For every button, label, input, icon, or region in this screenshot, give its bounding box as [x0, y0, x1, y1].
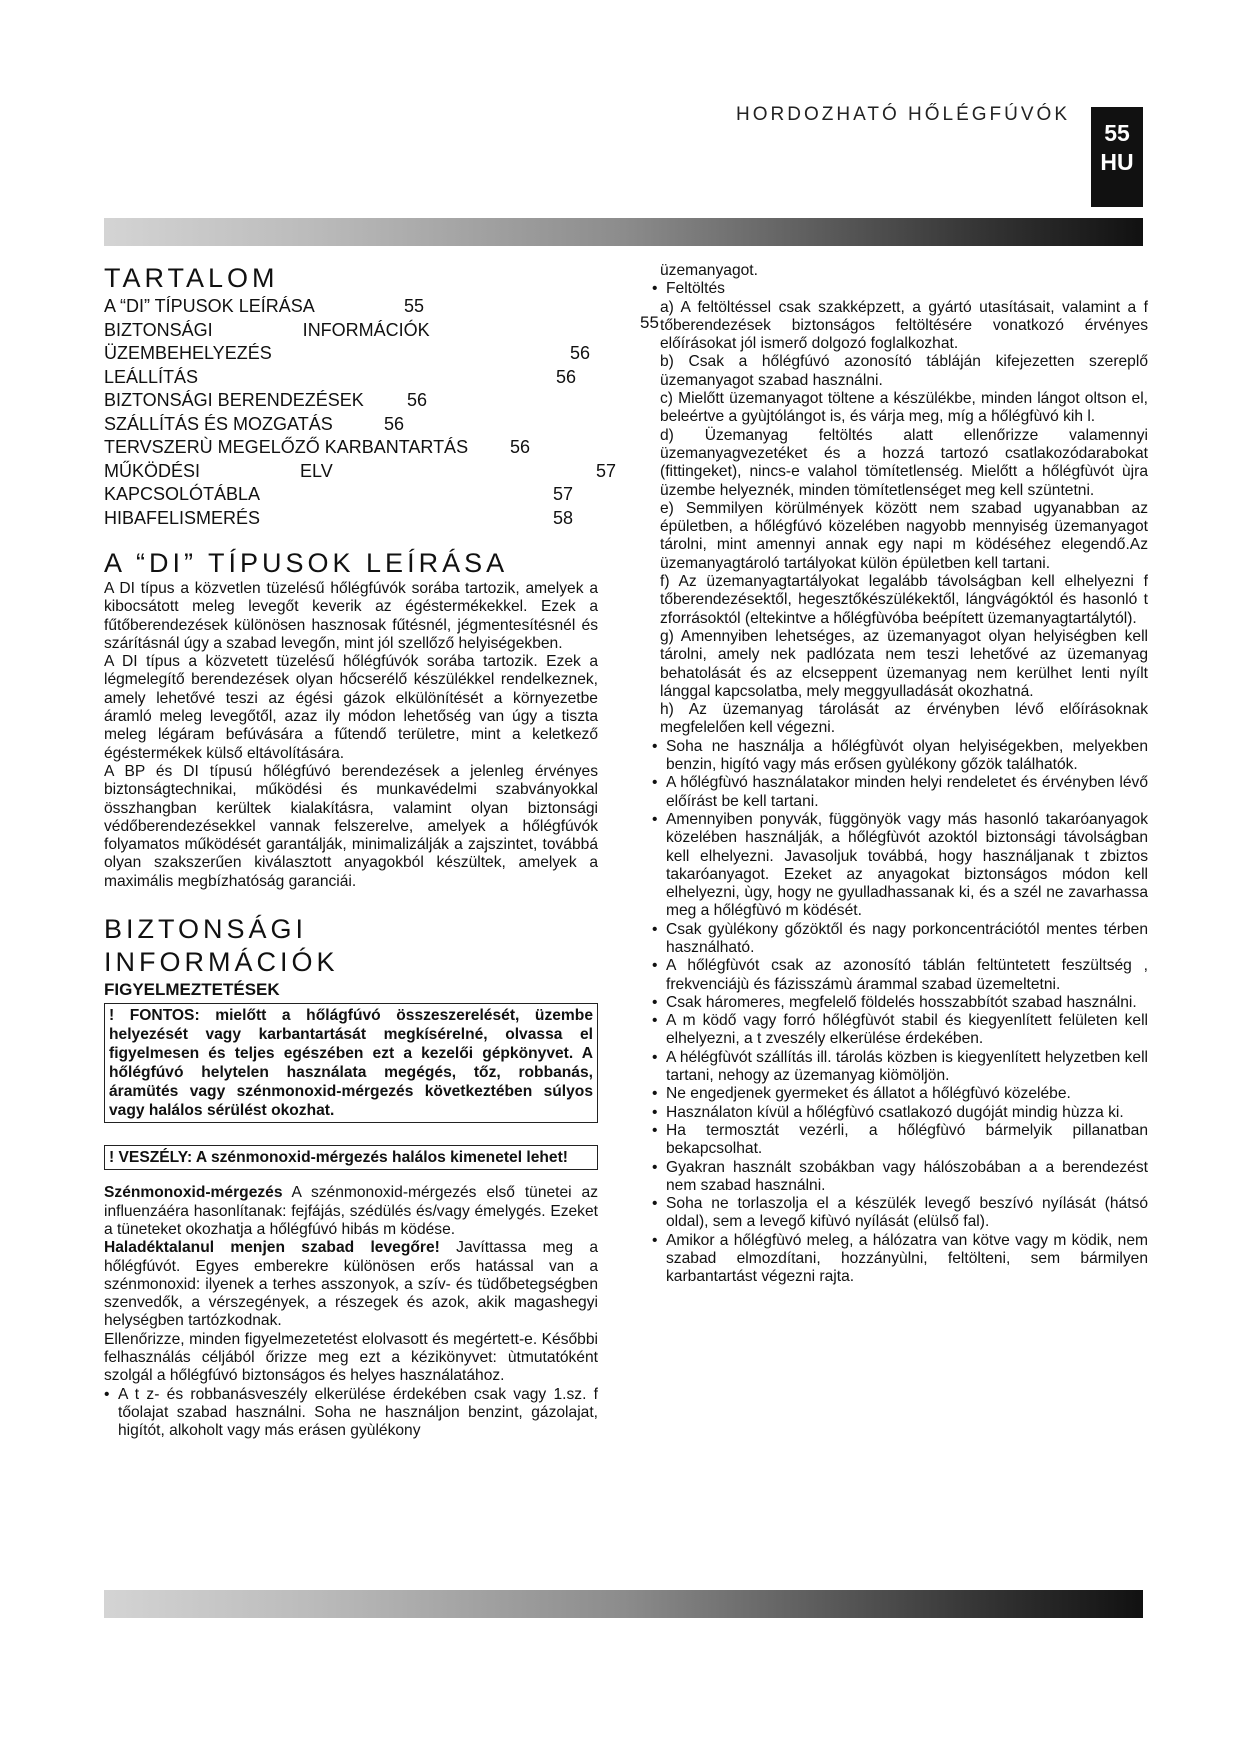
toc-item[interactable]: HIBAFELISMERÉS 58 [104, 507, 574, 528]
toc-title: TARTALOM [104, 263, 279, 293]
di-paragraph: A DI típus a közvetlen tüzelésű hőlégfúvók sorába tartozik, amelyek a kibocsátott meleg levegőt keverik az égéstermékekkel. Ezek a fűtőberendezések különösen hasznosak fűtésnél, jégmentesítésnél és szárításnál úgy a szabad levegőn, mint jól szellőző helyiségekben. [104, 580, 598, 652]
di-paragraph: A DI típus a közvetett tüzelésű hőlégfúvók sorába tartozik. Ezek a légmelegítő berendezések olyan hőcserélő készülékkel rendelkeznek, amely lehetővé teszi az égési gázok elkülönítését a környezetbe áramló meleg levegőtől, azaz ily módon lehetőség van úgy a tiszta meleg légáram befúvására a fűtendő területre, mint a keletkező égéstermékek külső eltávolítására. [104, 653, 598, 762]
toc-item[interactable]: MŰKÖDÉSI ELV 57 [104, 460, 617, 481]
toc-item[interactable]: BIZTONSÁGI INFORMÁCIÓK [104, 319, 430, 340]
safety-bullet-list [652, 738, 1148, 1287]
margin-page-number: 55 [640, 313, 659, 332]
header-title: HORDOZHATÓ HŐLÉGFÚVÓK [736, 104, 1070, 125]
refuel-paragraph: h) Az üzemanyag tárolását az érvényben lévő előírásoknak megfelelően kell végezni. [660, 701, 1148, 737]
list-item: • Amennyiben ponyvák, függönyök vagy más hasonló takaróanyagok közelében használják, a hőlégfùvót azoktól biztonsági távolságban kell elhelyezni. Javasoljuk továbbá, hogy használjanak t zbiztos takaróanyagot. Ezeket az anyagokat biztonságos módon kell elhelyezni, ùgy, hogy ne gyulladhassanak ki, és a szél ne zavarhassa meg a hőlégfùvó m ködését. [652, 811, 1148, 921]
list-item: • Amikor a hőlégfùvó meleg, a hálózatra van kötve vagy m ködik, nem szabad elmozdítani, hozzányùlni, feltölteni, sem bármilyen karbantartást végezni rajta. [652, 1232, 1148, 1287]
page-number: 55 [1104, 120, 1130, 146]
toc-item[interactable]: KAPCSOLÓTÁBLA 57 [104, 484, 574, 504]
list-item: • Ne engedjenek gyermeket és állatot a hőlégfùvó közelébe. [652, 1085, 1148, 1103]
top-gradient-bar [104, 218, 1143, 246]
list-item: • Használaton kívül a hőlégfùvó csatlakozó dugóját mindig hùzza ki. [652, 1104, 1148, 1122]
language-code: HU [1100, 149, 1134, 175]
list-item: • A m ködő vagy forró hőlégfùvót stabil és kiegyenlített felületen kell elhelyezni, a t zveszély elkerülése érdekében. [652, 1012, 1148, 1049]
list-item: • A hőlégfùvó használatakor minden helyi rendeletet és érvényben lévő előírást be kell tartani. [652, 774, 1148, 811]
co-poisoning-paragraph: Szénmonoxid-mérgezés A szénmonoxid-mérgezés első tünetei az influenzáéra hasonlítanak: fejfájás, szédülés és/vagy émelygés. Ezeket a tüneteket okozhatja a hőlégfúvó hibás m ködése. [104, 1184, 598, 1238]
di-paragraph: A BP és DI típusú hőlégfúvó berendezések a jelenleg érvényes biztonságtechnikai, működési és munkavédelmi szabványokkal összhangban kerültek kialakításra, valamint olyan biztonsági védőberendezésekkel vannak felszerelve, amelyek a hőlégfúvók folyamatos működését garantálják, minimalizálják a zajszintet, továbbá olyan szakszerűen kiválasztott anyagokból készültek, amelyek a maximális megbízhatóság garanciái. [104, 762, 598, 890]
list-item: • Ha termosztát vezérli, a hőlégfùvó bármelyik pillanatban bekapcsolhat. [652, 1122, 1148, 1159]
refuel-paragraph: b) Csak a hőlégfúvó azonosító tábláján kifejezetten szereplő üzemanyagot szabad használni. [660, 353, 1148, 389]
refuel-paragraph: f) Az üzemanyagtartályokat legalább távolságban kell elhelyezni f tőberendezésektől, hegesztőkészülékektől, lángvágóktól és hasonló t zforrásoktól (eltekintve a hőlégfùvóba beépített üzemanyagtartálytól). [660, 573, 1148, 627]
list-item: • Feltöltés [652, 280, 1148, 298]
list-item: • Csak háromeres, megfelelő földelés hosszabbítót szabad használni. [652, 994, 1148, 1012]
safety-section-title: BIZTONSÁGI INFORMÁCIÓK [104, 914, 339, 978]
warnings-subtitle: FIGYELMEZTETÉSEK [104, 980, 280, 1000]
refuel-paragraph: a) A feltöltéssel csak szakképzett, a gyártó utasításait, valamint a f tőberendezések biztonságos feltöltésére vonatkozó érvényes előírásokat jól ismerő dolgozó foglalkozhat. [660, 298, 1148, 353]
list-item: • A hőlégfùvót csak az azonosító táblán feltüntetett feszültség , frekvenciájù és fázisszámù árammal szabad üzemeltetni. [652, 957, 1148, 994]
toc-item[interactable]: TERVSZERÙ MEGELŐZŐ KARBANTARTÁS 56 [104, 437, 531, 457]
toc-list [104, 295, 617, 530]
toc-item[interactable]: LEÁLLÍTÁS 56 [104, 366, 577, 387]
fresh-air-paragraph: Haladéktalanul menjen szabad levegőre! Javíttassa meg a hőlégfúvót. Egyes emberekre különösen erős hatással van a szénmonoxid: ilyenek a terhes asszonyok, a szív- és tüdőbetegségben szenvedők, a vérszegények, a részegek és azok, akik magashegyi helységben tartózkodnak. [104, 1239, 598, 1330]
refuel-paragraph: g) Amennyiben lehetséges, az üzemanyagot olyan helyiségben kell tárolni, amely nek padlózata nem teszi lehetővé az üzemanyag behatolását és az elcseppent üzemanyag nem kerülhet lenti nyílt lánggal kapcsolatba, mely meggyulladását okozhatná. [660, 627, 1148, 700]
page-tab [1091, 107, 1143, 207]
continuation-text: üzemanyagot. [660, 262, 758, 279]
list-item: • A hélégfùvót szállítás ill. tárolás közben is kiegyenlített helyzetben kell tartani, nehogy az üzemanyag kiömöljön. [652, 1049, 1148, 1086]
keep-manual-paragraph: Ellenőrizze, minden figyelmezetetést elolvasott és megértett-e. Későbbi felhasználás céljából őrizze meg ezt a kézikönyvet: ùtmutatóként szolgál a hőlégfúvó biztonságos és helyes használatához. [104, 1330, 598, 1385]
toc-item[interactable]: BIZTONSÁGI BERENDEZÉSEK 56 [104, 390, 428, 410]
right-column [640, 262, 1148, 1287]
toc-item[interactable]: ÜZEMBEHELYEZÉS 56 [104, 343, 591, 363]
bottom-gradient-bar [104, 1590, 1143, 1618]
list-item: • Soha ne torlaszolja el a készülék levegő beszívó nyílását (hátsó oldal), sem a levegő kifùvó nyílását (elülső fal). [652, 1195, 1148, 1232]
refuel-list [652, 280, 1148, 298]
list-item: • Soha ne használja a hőlégfùvót olyan helyiségekben, melyekben benzin, higító vagy más erősen gyùlékony gőzök találhatók. [652, 738, 1148, 775]
refuel-paragraph: e) Semmilyen körülmények között nem szabad ugyanabban az épületben, a hőlégfúvó közelében nagyobb mennyiség üzemanyagot tárolni, mint amennyi annak egy napi m ködéséhez elegendő.Az üzemanyagtároló tartályokat külön épületben kell tartani. [660, 499, 1148, 572]
important-warning-box: ! FONTOS: mielőtt a hőlágfúvó összeszerelését, üzembe helyezését vagy karbantartását megkísérelné, olvassa el figyelmesen és teljes egészében ezt a kezelői gépkönyvet. A hőlégfúvó helytelen használata megégés, tőz, robbanás, áramütés vagy szénmonoxid-mérgezés következtében súlyos vagy halálos sérülést okozhat. [104, 1003, 598, 1123]
di-section-title: A “DI” TÍPUSOK LEÍRÁSA [104, 548, 509, 578]
toc-item[interactable]: SZÁLLÍTÁS ÉS MOZGATÁS 56 [104, 413, 405, 434]
list-item: • A t z- és robbanásveszély elkerülése érdekében csak vagy 1.sz. f tőolajat szabad használni. Soha ne használjon benzint, gázolajat, higítót, alkoholt vagy más erásen gyùlékony [104, 1386, 598, 1441]
list-item: • Csak gyùlékony gőzöktől és nagy porkoncentrációtól mentes térben használható. [652, 921, 1148, 958]
danger-warning-box: ! VESZÉLY: A szénmonoxid-mérgezés halálos kimenetel lehet! [104, 1145, 598, 1170]
left-column [104, 262, 617, 1441]
refuel-paragraph: d) Üzemanyag feltöltés alatt ellenőrizze valamennyi üzemanyagvezetéket és a hozzá tartozó csatlakozódarabokat (fittingeket), nincs-e valahol tömítetlenség. Mielőtt a hőlégfùvót ùjra üzembe helyeznék, minden tömítetlenséget meg kell szüntetni. [660, 426, 1148, 499]
fire-bullet-list [104, 1386, 598, 1441]
refuel-paragraph: c) Mielőtt üzemanyagot töltene a készülékbe, minden lángot oltson el, beleértve a gyùjtólángot is, és várja meg, míg a hőlégfùvó kih l. [660, 390, 1148, 426]
toc-item[interactable]: A “DI” TÍPUSOK LEÍRÁSA 55 [104, 296, 425, 316]
list-item: • Gyakran használt szobákban vagy hálószobában a a berendezést nem szabad használni. [652, 1159, 1148, 1196]
